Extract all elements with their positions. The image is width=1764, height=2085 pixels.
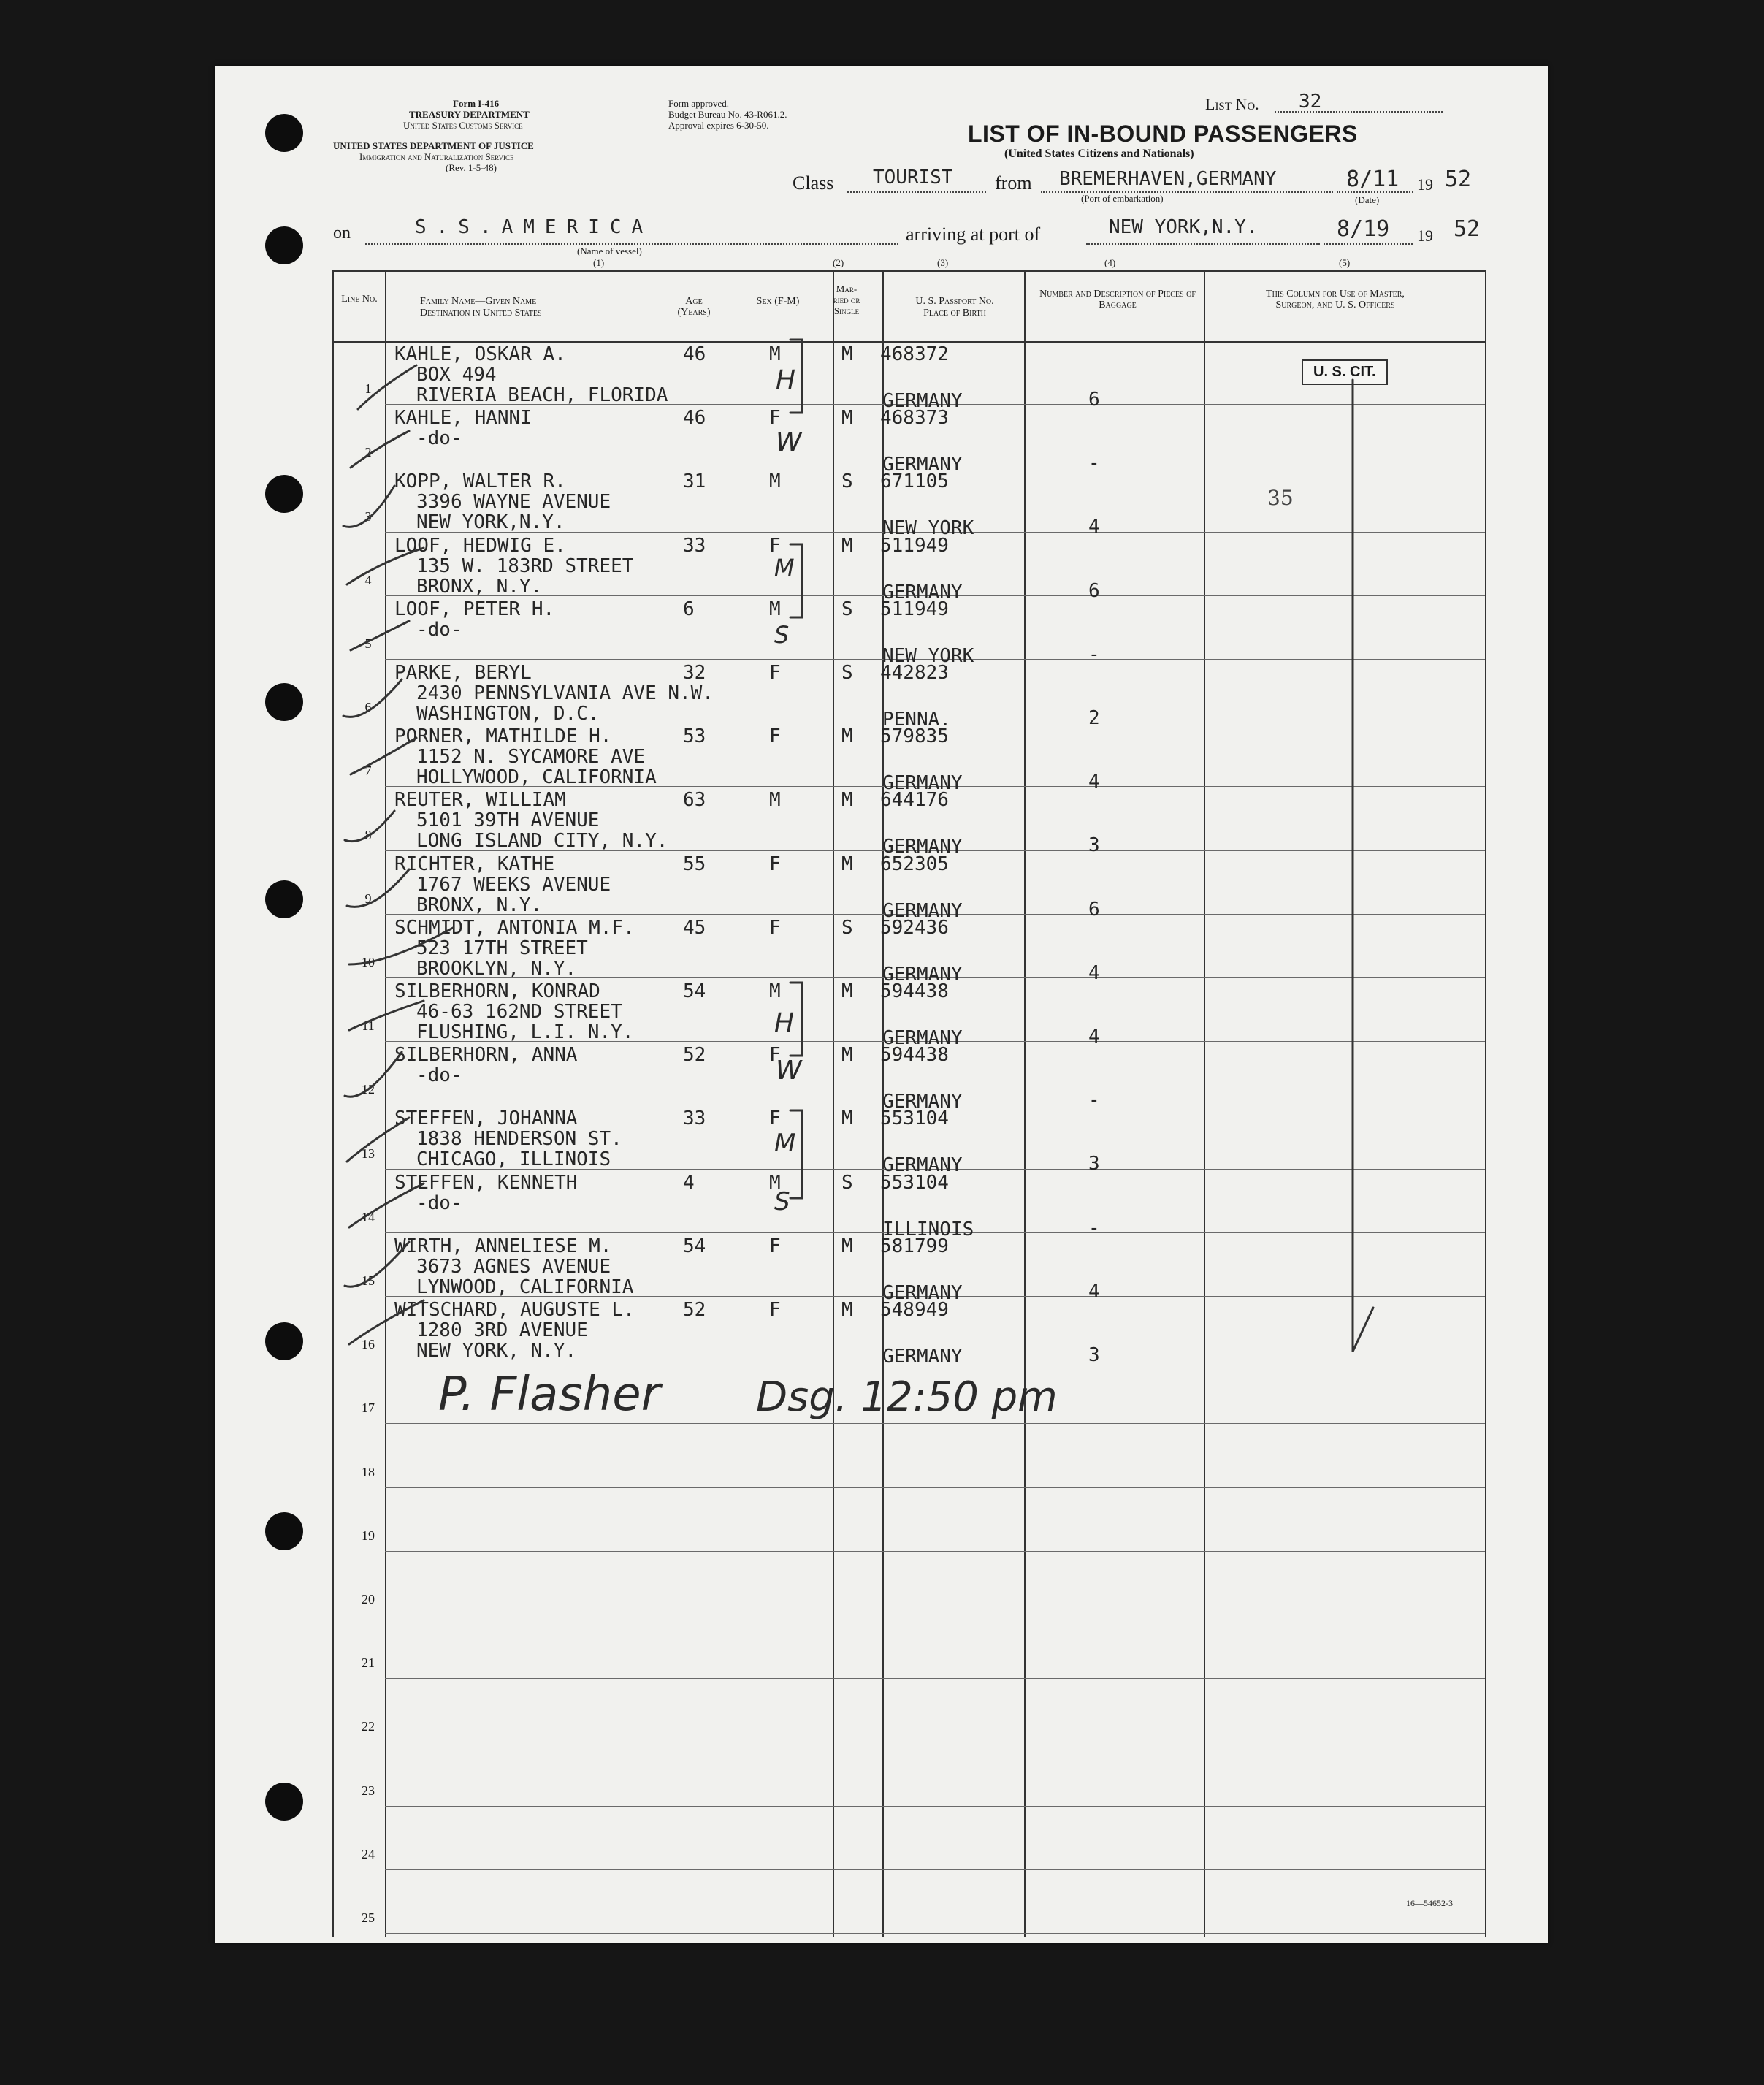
vessel-caption: (Name of vessel) <box>577 245 642 256</box>
passenger-sex: M <box>769 598 781 620</box>
hand-mark-w: W <box>776 427 802 457</box>
passenger-addr2: LONG ISLAND CITY, N.Y. <box>416 830 668 853</box>
passenger-age: 6 <box>683 598 695 620</box>
passenger-addr1: BOX 494 <box>416 364 497 386</box>
line-number: 1 <box>364 381 372 397</box>
check-mark-icon <box>351 621 409 650</box>
header-sex: Sex (F-M) <box>756 296 800 307</box>
passenger-sex: M <box>769 789 781 812</box>
passenger-bag: 4 <box>1088 1280 1100 1303</box>
passenger-passport: 442823 <box>880 662 949 684</box>
passenger-passport: 548949 <box>880 1299 949 1321</box>
passenger-age: 33 <box>683 1108 706 1130</box>
passenger-bag: - <box>1088 452 1100 475</box>
passenger-age: 55 <box>683 853 706 875</box>
passenger-bag: 3 <box>1088 1344 1100 1366</box>
passenger-addr2: FLUSHING, L.I. N.Y. <box>416 1021 634 1043</box>
passenger-name: PARKE, BERYL <box>394 662 532 684</box>
passenger-addr1: -do- <box>416 427 462 450</box>
line-number: 7 <box>364 763 372 779</box>
passenger-addr1: 2430 PENNSYLVANIA AVE N.W. <box>416 682 714 704</box>
line-number: 9 <box>364 891 372 906</box>
hand-mark-m: M <box>774 1129 796 1158</box>
passenger-sex: F <box>769 534 781 557</box>
depart-year: 52 <box>1445 167 1472 192</box>
passenger-passport: 579835 <box>880 725 949 748</box>
check-mark-icon <box>345 811 394 842</box>
passenger-name: SILBERHORN, KONRAD <box>394 980 600 1002</box>
passenger-addr2: HOLLYWOOD, CALIFORNIA <box>416 766 657 789</box>
passenger-passport: 468373 <box>880 407 949 430</box>
depart-date: 8/11 <box>1346 167 1400 192</box>
hand-mark-s: S <box>774 621 790 649</box>
col-num-1: (1) <box>593 257 605 268</box>
passenger-sex: F <box>769 407 781 430</box>
passenger-addr1: 3673 AGNES AVENUE <box>416 1255 611 1278</box>
hand-mark-w: W <box>776 1056 802 1086</box>
header-line-no: Line No. <box>341 294 378 305</box>
check-mark-icon <box>349 1183 424 1227</box>
arrival-port: NEW YORK,N.Y. <box>1109 216 1258 238</box>
passenger-passport: 468372 <box>880 343 949 365</box>
list-no-label: List No. <box>1205 95 1259 113</box>
passenger-addr2: LYNWOOD, CALIFORNIA <box>416 1276 634 1298</box>
passenger-passport: 652305 <box>880 853 949 875</box>
passenger-age: 45 <box>683 916 706 939</box>
passenger-age: 63 <box>683 789 706 812</box>
line-number: 10 <box>362 955 375 969</box>
check-mark-icon <box>343 486 394 527</box>
passenger-bag: 2 <box>1088 707 1100 729</box>
passenger-ms: M <box>841 534 853 557</box>
arrival-date: 8/19 <box>1337 216 1390 242</box>
passenger-ms: M <box>841 1299 853 1321</box>
check-mark-icon <box>345 1052 402 1097</box>
header-destination: Destination in United States <box>420 308 542 319</box>
passenger-addr1: 1280 3RD AVENUE <box>416 1319 588 1341</box>
passenger-addr1: -do- <box>416 1192 462 1214</box>
passenger-bag: 4 <box>1088 1026 1100 1048</box>
passenger-bag: 4 <box>1088 771 1100 793</box>
passenger-bag: 3 <box>1088 1153 1100 1175</box>
annotation-35: 35 <box>1267 486 1294 510</box>
passenger-birth: NEW YORK <box>882 517 974 540</box>
header-baggage: Number and Description of Pieces of Baggage <box>1039 289 1196 310</box>
line-number: 12 <box>362 1082 375 1097</box>
header-birth: Place of Birth <box>923 308 986 319</box>
passenger-birth: GERMANY <box>882 390 963 412</box>
passenger-sex: F <box>769 725 781 748</box>
passenger-passport: 511949 <box>880 534 949 557</box>
check-mark-icon <box>347 1118 409 1162</box>
officer-signature: P. Flasher <box>438 1368 660 1422</box>
check-mark-icon <box>351 431 409 468</box>
passenger-bag: 4 <box>1088 961 1100 984</box>
check-mark-icon <box>343 679 402 717</box>
passenger-addr1: -do- <box>416 1064 462 1087</box>
passenger-age: 4 <box>683 1171 695 1194</box>
line-number: 14 <box>362 1209 375 1224</box>
passenger-passport: 671105 <box>880 470 949 493</box>
passenger-age: 52 <box>683 1299 706 1321</box>
passenger-sex: M <box>769 470 781 493</box>
passenger-birth: GERMANY <box>882 836 963 858</box>
passenger-sex: F <box>769 662 781 684</box>
header-officers: This Column for Use of Master, Surgeon, and U. S. Officers <box>1266 289 1405 310</box>
check-mark-icon <box>349 1300 424 1344</box>
vessel-name: S.S.AMERICA <box>415 216 654 238</box>
passenger-sex: F <box>769 1044 781 1067</box>
passenger-addr2: WASHINGTON, D.C. <box>416 703 600 725</box>
passenger-birth: GERMANY <box>882 1346 963 1368</box>
page-title: LIST OF IN-BOUND PASSENGERS <box>968 121 1358 147</box>
form-approved: Form approved. <box>668 98 730 109</box>
passenger-ms: S <box>841 470 853 493</box>
line-number: 23 <box>362 1783 375 1798</box>
header-married: Mar- ried or Single <box>833 283 860 316</box>
passenger-sex: F <box>769 853 781 875</box>
passenger-birth: GERMANY <box>882 963 963 986</box>
line-number: 8 <box>364 827 372 842</box>
line-number: 3 <box>364 508 372 524</box>
passenger-age: 54 <box>683 1235 706 1257</box>
date-caption: (Date) <box>1355 194 1380 205</box>
budget-no: Budget Bureau No. 43-R061.2. <box>668 109 787 120</box>
passenger-name: STEFFEN, KENNETH <box>394 1171 578 1194</box>
passenger-birth: GERMANY <box>882 581 963 603</box>
line-number: 6 <box>364 700 372 715</box>
class-label: Class <box>793 172 834 194</box>
passenger-birth: GERMANY <box>882 1281 963 1304</box>
passenger-passport: 594438 <box>880 980 949 1002</box>
header-name: Family Name—Given Name <box>420 296 537 307</box>
passenger-age: 31 <box>683 470 706 493</box>
list-no-value: 32 <box>1299 91 1322 113</box>
passenger-bag: 6 <box>1088 579 1100 602</box>
passenger-ms: M <box>841 1044 853 1067</box>
passenger-name: LOOF, PETER H. <box>394 598 555 620</box>
passenger-passport: 553104 <box>880 1171 949 1194</box>
check-mark-icon <box>349 928 453 964</box>
check-mark-icon <box>349 1001 424 1030</box>
passenger-ms: S <box>841 916 853 939</box>
passenger-bag: 3 <box>1088 834 1100 857</box>
passenger-addr1: -do- <box>416 618 462 641</box>
passenger-name: KOPP, WALTER R. <box>394 470 566 493</box>
col-num-4: (4) <box>1104 257 1116 268</box>
passenger-addr1: 46-63 162ND STREET <box>416 1001 622 1023</box>
on-label: on <box>333 224 351 243</box>
customs-name: United States Customs Service <box>403 120 523 131</box>
line-number: 22 <box>362 1719 375 1734</box>
passenger-birth: GERMANY <box>882 1154 963 1177</box>
class-value: TOURIST <box>873 167 953 188</box>
hand-mark-h: H <box>776 365 796 395</box>
passenger-sex: F <box>769 916 781 939</box>
passenger-ms: S <box>841 598 853 620</box>
passenger-sex: M <box>769 343 781 365</box>
from-label: from <box>995 172 1032 194</box>
passenger-birth: ILLINOIS <box>882 1218 974 1240</box>
hand-mark-s: S <box>774 1187 790 1216</box>
col-num-2: (2) <box>833 257 844 268</box>
passenger-age: 52 <box>683 1044 706 1067</box>
check-mark-icon <box>345 1242 409 1287</box>
check-mark-icon <box>351 738 416 774</box>
passenger-addr1: 5101 39TH AVENUE <box>416 809 600 832</box>
passenger-ms: S <box>841 662 853 684</box>
col-num-3: (3) <box>937 257 949 268</box>
passenger-sex: F <box>769 1235 781 1257</box>
line-number: 21 <box>362 1655 375 1671</box>
line-number: 25 <box>362 1910 375 1925</box>
check-mark-icon <box>358 365 416 409</box>
passenger-bag: - <box>1088 643 1100 666</box>
header-passport: U. S. Passport No. <box>915 296 994 307</box>
check-mark-icon <box>347 869 409 907</box>
line-number: 2 <box>364 445 372 460</box>
passenger-addr1: 1838 HENDERSON ST. <box>416 1128 622 1151</box>
passenger-addr2: BRONX, N.Y. <box>416 893 543 916</box>
passenger-age: 54 <box>683 980 706 1002</box>
passenger-ms: S <box>841 1171 853 1194</box>
passenger-name: PORNER, MATHILDE H. <box>394 725 612 748</box>
passenger-sex: M <box>769 1171 781 1194</box>
passenger-age: 32 <box>683 662 706 684</box>
arrival-year-prefix: 19 <box>1417 226 1433 245</box>
discharge-time-note: Dsg. 12:50 pm <box>756 1373 1058 1421</box>
passenger-ms: M <box>841 343 853 365</box>
passenger-ms: M <box>841 1108 853 1130</box>
page-subtitle: (United States Citizens and Nationals) <box>1004 148 1194 160</box>
passenger-passport: 553104 <box>880 1108 949 1130</box>
hand-mark-h: H <box>774 1008 795 1038</box>
passenger-passport: 511949 <box>880 598 949 620</box>
passenger-birth: GERMANY <box>882 772 963 795</box>
passenger-ms: M <box>841 853 853 875</box>
passenger-addr1: 135 W. 183RD STREET <box>416 554 634 577</box>
passenger-addr1: 523 17TH STREET <box>416 937 588 959</box>
line-number: 19 <box>362 1528 375 1543</box>
passenger-sex: F <box>769 1299 781 1321</box>
line-number: 4 <box>364 572 372 587</box>
form-id: Form I-416 <box>453 98 500 109</box>
passenger-passport: 644176 <box>880 789 949 812</box>
port-embark-caption: (Port of embarkation) <box>1081 193 1164 204</box>
passenger-name: WIRTH, ANNELIESE M. <box>394 1235 612 1257</box>
passenger-ms: M <box>841 1235 853 1257</box>
depart-year-prefix: 19 <box>1417 175 1433 194</box>
passenger-addr2: RIVERIA BEACH, FLORIDA <box>416 384 668 406</box>
passenger-bag: - <box>1088 1089 1100 1112</box>
line-number: 16 <box>362 1337 375 1352</box>
passenger-ms: M <box>841 407 853 430</box>
passenger-name: REUTER, WILLIAM <box>394 789 566 812</box>
passenger-addr2: CHICAGO, ILLINOIS <box>416 1148 611 1171</box>
passenger-ms: M <box>841 789 853 812</box>
passenger-age: 53 <box>683 725 706 748</box>
passenger-ms: M <box>841 725 853 748</box>
passenger-birth: GERMANY <box>882 454 963 476</box>
line-number: 24 <box>362 1846 375 1861</box>
passenger-birth: GERMANY <box>882 1091 963 1113</box>
ins-name: Immigration and Naturalization Service <box>359 151 514 162</box>
arriving-label: arriving at port of <box>906 224 1041 245</box>
passenger-bag: 6 <box>1088 898 1100 920</box>
passenger-sex: M <box>769 980 781 1002</box>
arrival-year: 52 <box>1454 216 1481 242</box>
dept-name: TREASURY DEPARTMENT <box>409 109 530 120</box>
passenger-addr2: NEW YORK,N.Y. <box>416 511 565 534</box>
us-citizen-stamp: U. S. CIT. <box>1302 359 1388 385</box>
passenger-passport: 592436 <box>880 916 949 939</box>
col-num-5: (5) <box>1339 257 1351 268</box>
passenger-passport: 594438 <box>880 1044 949 1067</box>
passenger-name: LOOF, HEDWIG E. <box>394 534 566 557</box>
passenger-bag: 6 <box>1088 389 1100 411</box>
passenger-name: SCHMIDT, ANTONIA M.F. <box>394 916 635 939</box>
line-number: 18 <box>362 1464 375 1479</box>
passenger-name: KAHLE, OSKAR A. <box>394 343 566 365</box>
passenger-addr2: BRONX, N.Y. <box>416 575 543 598</box>
passenger-addr2: BROOKLYN, N.Y. <box>416 957 577 980</box>
justice-name: UNITED STATES DEPARTMENT OF JUSTICE <box>333 140 534 151</box>
footer-code: 16—54652-3 <box>1406 1898 1453 1908</box>
check-mark-icon <box>347 548 424 584</box>
passenger-addr1: 1767 WEEKS AVENUE <box>416 873 611 896</box>
passenger-age: 33 <box>683 534 706 557</box>
passenger-age: 46 <box>683 343 706 365</box>
line-number: 17 <box>362 1400 375 1416</box>
line-number: 13 <box>362 1146 375 1161</box>
passenger-bag: 4 <box>1088 516 1100 538</box>
passenger-name: STEFFEN, JOHANNA <box>394 1108 578 1130</box>
passenger-addr1: 3396 WAYNE AVENUE <box>416 491 611 514</box>
line-number: 15 <box>362 1273 375 1288</box>
passenger-name: WITSCHARD, AUGUSTE L. <box>394 1299 635 1321</box>
passenger-birth: PENNA. <box>882 709 951 731</box>
check-line-icon <box>1353 380 1373 1352</box>
passenger-name: RICHTER, KATHE <box>394 853 555 875</box>
passenger-ms: M <box>841 980 853 1002</box>
line-number: 11 <box>362 1018 375 1034</box>
passenger-name: KAHLE, HANNI <box>394 407 532 430</box>
passenger-passport: 581799 <box>880 1235 949 1257</box>
approval-expires: Approval expires 6-30-50. <box>668 120 769 131</box>
passenger-sex: F <box>769 1108 781 1130</box>
hand-mark-m: M <box>774 554 795 582</box>
passenger-addr2: NEW YORK, N.Y. <box>416 1340 577 1362</box>
header-age: Age (Years) <box>677 296 711 318</box>
form-rev: (Rev. 1-5-48) <box>446 162 497 173</box>
passenger-age: 46 <box>683 407 706 430</box>
passenger-name: SILBERHORN, ANNA <box>394 1044 578 1067</box>
passenger-addr1: 1152 N. SYCAMORE AVE <box>416 746 646 769</box>
passenger-birth: NEW YORK <box>882 644 974 667</box>
passenger-bag: - <box>1088 1216 1100 1239</box>
line-number: 5 <box>364 636 372 651</box>
embark-port: BREMERHAVEN,GERMANY <box>1059 168 1277 190</box>
line-number: 20 <box>362 1592 375 1606</box>
passenger-birth: GERMANY <box>882 899 963 922</box>
passenger-birth: GERMANY <box>882 1027 963 1049</box>
